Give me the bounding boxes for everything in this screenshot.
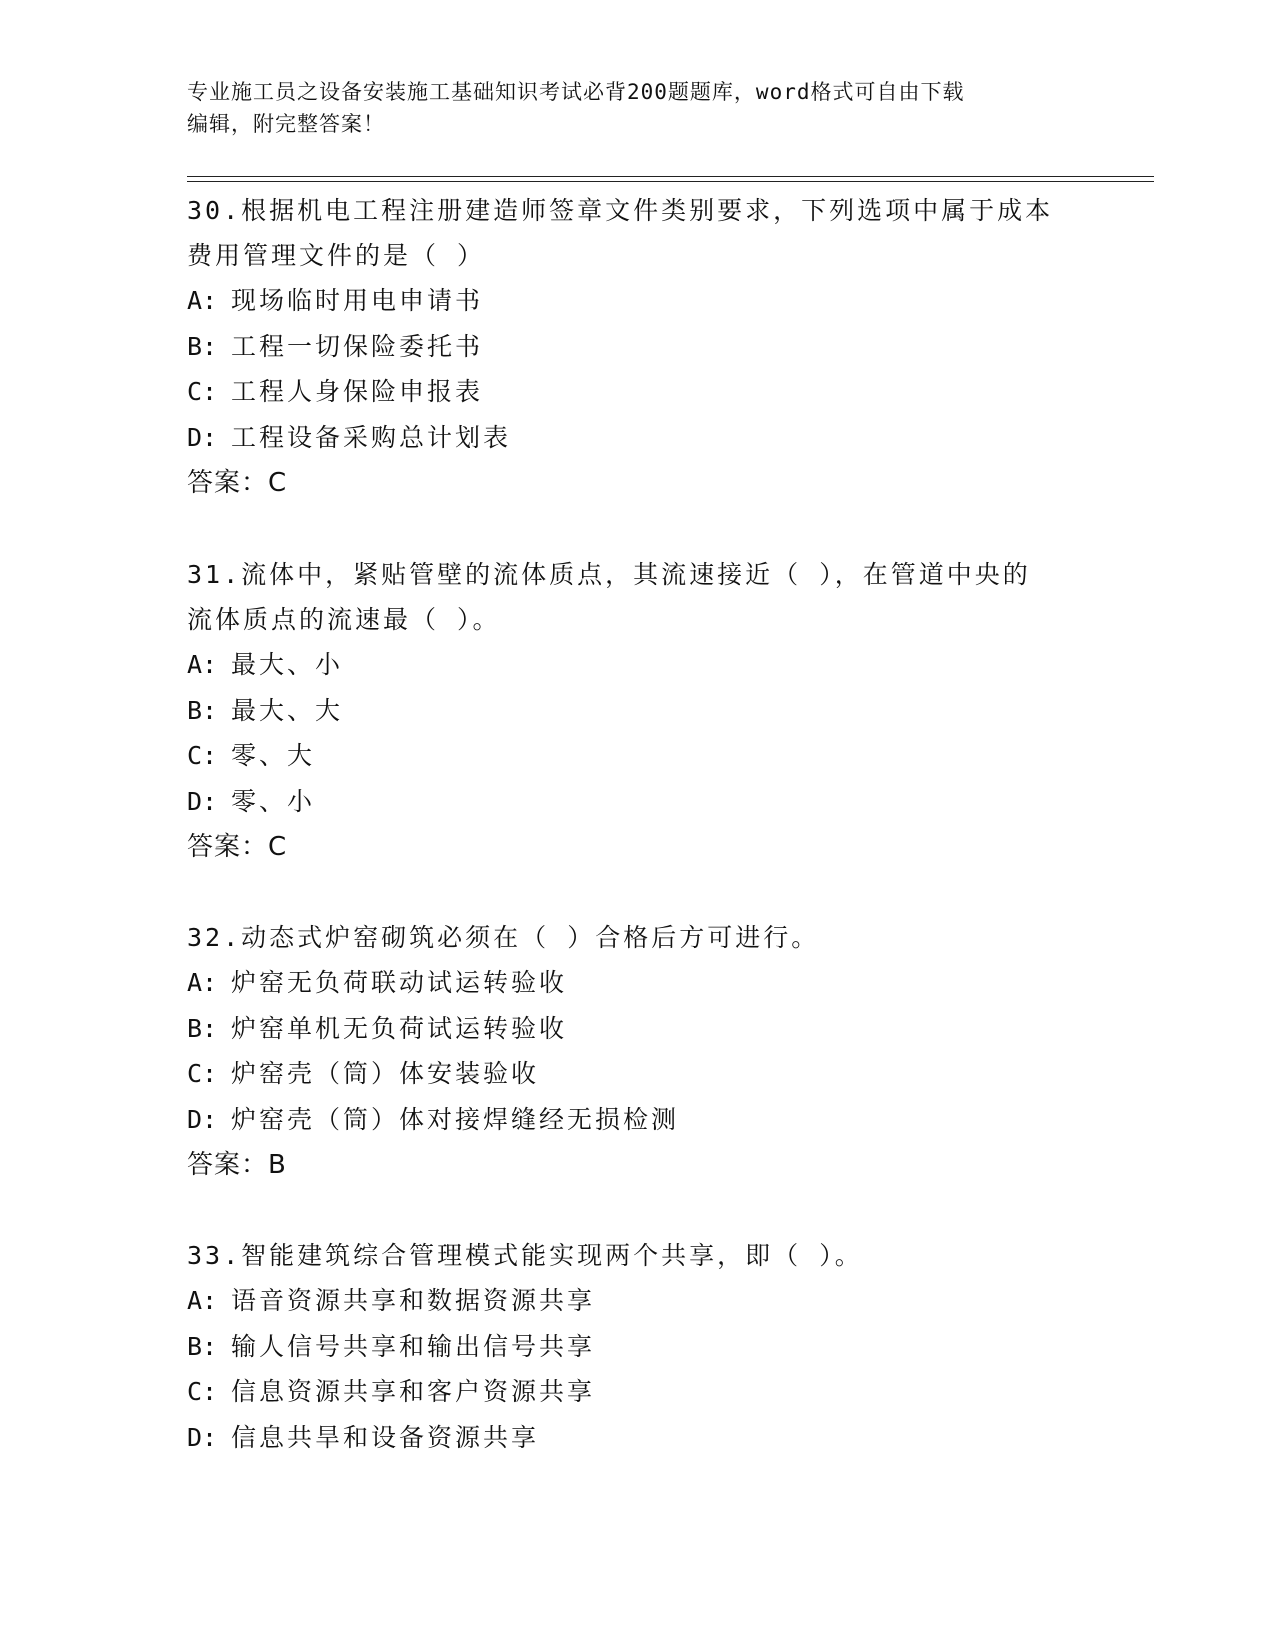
question-text-line-2: 费用管理文件的是（ ） (187, 241, 486, 270)
question-text-line-2: 流体质点的流速最（ ）。 (187, 605, 501, 634)
option-text: 零、小 (231, 786, 316, 816)
answer: 答案：C (187, 832, 288, 862)
option-text: 工程设备采购总计划表 (231, 422, 512, 452)
header-line-1: 专业施工员之设备安装施工基础知识考试必背200题题库，word格式可自由下载 (187, 80, 965, 104)
option-text: 工程一切保险委托书 (231, 331, 484, 361)
option-text: 信息资源共享和客户资源共享 (231, 1377, 596, 1406)
header-divider-top (187, 176, 1154, 177)
option-d (187, 415, 1087, 461)
option-letter: D: (187, 786, 218, 816)
option-c (187, 1369, 1087, 1415)
option-letter: C: (187, 741, 218, 770)
question-text (187, 1233, 1087, 1278)
answer: 答案：C (187, 468, 288, 498)
question-text (187, 188, 1087, 278)
option-letter: C: (187, 1059, 218, 1088)
answer: 答案：B (187, 1150, 287, 1180)
option-letter: D: (187, 422, 218, 452)
option-a (187, 642, 1087, 688)
option-letter: B: (187, 1331, 218, 1361)
option-b (187, 1006, 1087, 1052)
option-text: 输人信号共享和输出信号共享 (231, 1331, 596, 1361)
option-letter: A: (187, 1286, 218, 1315)
question-text-line-1: 33.智能建筑综合管理模式能实现两个共享，即（ ）。 (187, 1241, 863, 1270)
option-letter: C: (187, 1377, 218, 1406)
option-text: 炉窑壳（筒）体安装验收 (231, 1059, 540, 1088)
option-text: 炉窑壳（筒）体对接焊缝经无损检测 (231, 1104, 680, 1134)
option-letter: D: (187, 1104, 218, 1134)
option-d (187, 1415, 1087, 1461)
option-d (187, 779, 1087, 825)
question-33 (187, 1233, 1087, 1460)
option-text: 零、大 (231, 741, 316, 770)
question-text (187, 915, 1087, 960)
option-text: 工程人身保险申报表 (231, 377, 484, 406)
option-text: 最大、大 (231, 695, 344, 725)
option-text: 现场临时用电申请书 (231, 286, 484, 315)
option-d (187, 1097, 1087, 1143)
option-c (187, 733, 1087, 779)
option-letter: B: (187, 331, 218, 361)
question-text-line-1: 32.动态式炉窑砌筑必须在（ ）合格后方可进行。 (187, 923, 820, 952)
option-letter: A: (187, 968, 218, 997)
header-divider-bottom (187, 181, 1154, 182)
question-text (187, 552, 1087, 642)
option-letter: B: (187, 1013, 218, 1043)
option-c (187, 1051, 1087, 1097)
option-c (187, 369, 1087, 415)
option-b (187, 324, 1087, 370)
question-text-line-1: 30.根据机电工程注册建造师签章文件类别要求，下列选项中属于成本 (187, 196, 1054, 225)
header-line-2: 编辑，附完整答案！ (187, 112, 385, 136)
option-text: 炉窑无负荷联动试运转验收 (231, 968, 568, 997)
option-text: 最大、小 (231, 650, 344, 679)
question-30 (187, 188, 1087, 506)
question-32 (187, 915, 1087, 1188)
option-letter: A: (187, 286, 218, 315)
question-31 (187, 552, 1087, 870)
option-b (187, 1324, 1087, 1370)
question-text-line-1: 31.流体中，紧贴管壁的流体质点，其流速接近（ ），在管道中央的 (187, 560, 1031, 589)
option-b (187, 688, 1087, 734)
option-text: 炉窑单机无负荷试运转验收 (231, 1013, 568, 1043)
option-letter: C: (187, 377, 218, 406)
option-text: 语音资源共享和数据资源共享 (231, 1286, 596, 1315)
option-a (187, 960, 1087, 1006)
option-letter: D: (187, 1422, 218, 1452)
option-letter: A: (187, 650, 218, 679)
option-text: 信息共旱和设备资源共享 (231, 1422, 540, 1452)
document-header (187, 76, 1067, 140)
option-a (187, 278, 1087, 324)
option-letter: B: (187, 695, 218, 725)
option-a (187, 1278, 1087, 1324)
